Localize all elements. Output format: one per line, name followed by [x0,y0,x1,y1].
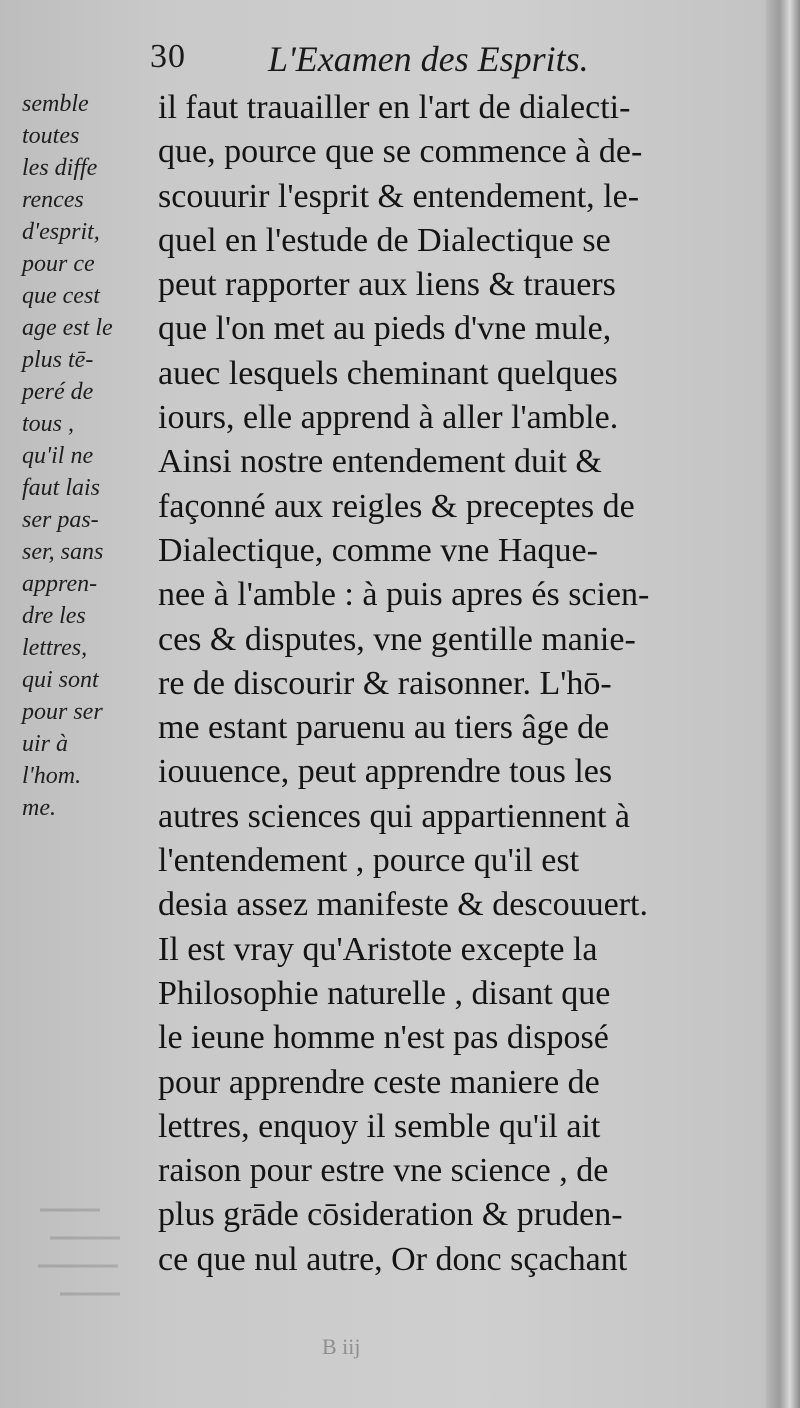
margin-note-line: que cest [22,283,100,309]
text-line: ces & disputes, vne gentille manie- [158,620,636,658]
margin-note-line: semble [22,91,89,117]
margin-note-line: dre les [22,603,86,629]
page-binding-edge [766,0,800,1408]
text-line: plus grāde cōsideration & pruden- [158,1196,623,1234]
text-line: peut rapporter aux liens & trauers [158,266,616,304]
signature-mark: B iij [322,1334,361,1359]
text-line: iours, elle apprend à aller l'amble. [158,399,619,437]
text-line: Philosophie naturelle , disant que [158,974,611,1012]
page-number: 30 [150,38,186,75]
text-line: iouuence, peut apprendre tous les [158,753,613,791]
margin-note-line: l'hom. [22,763,82,789]
margin-note-line: tous , [22,411,75,437]
margin-note-line: toutes [22,123,80,149]
text-line: Il est vray qu'Aristote excepte la [158,930,598,968]
margin-note-line: ser pas- [22,507,99,533]
text-line: pour apprendre ceste maniere de [158,1063,600,1101]
text-line: desia assez manifeste & descouuert. [158,886,648,924]
margin-note-line: pour ser [22,699,103,725]
margin-note-line: ser, sans [22,539,104,565]
margin-note-line: lettres, [22,635,88,661]
margin-note-line: age est le [22,315,113,341]
text-line: quel en l'estude de Dialectique se [158,221,611,259]
text-line: il faut trauailler en l'art de dialecti- [158,89,631,126]
text-line: me estant paruenu au tiers âge de [158,709,610,747]
margin-note-line: d'esprit, [22,219,100,245]
text-line: auec lesquels cheminant quelques [158,354,618,392]
margin-note-line: qui sont [22,667,99,693]
text-line: ce que nul autre, Or donc sçachant [158,1240,628,1278]
text-line: façonné aux reigles & preceptes de [158,487,635,525]
margin-note-line: plus tē- [22,347,94,373]
margin-note-line: les diffe [22,155,98,181]
text-line: nee à l'amble : à puis apres és scien- [158,576,650,614]
margin-note-line: faut lais [22,475,101,501]
text-line: que l'on met au pieds d'vne mule, [158,310,612,348]
margin-note-line: rences [22,187,84,213]
text-line: raison pour estre vne science , de [158,1152,609,1190]
body-text [158,86,764,1282]
text-line: l'entendement , pource qu'il est [158,842,580,880]
text-line: scouurir l'esprit & entendement, le- [158,177,640,215]
text-line: Ainsi nostre entendement duit & [158,443,602,481]
margin-note-line: qu'il ne [22,443,94,469]
ink-bleed-through [30,1190,140,1310]
text-line: que, pource que se commence à de- [158,133,643,171]
running-title: L'Examen des Esprits. [268,39,589,79]
margin-note-line: uir à [22,731,69,757]
text-line: Dialectique, comme vne Haque- [158,531,598,569]
margin-note-line: peré de [22,379,94,405]
margin-note [22,88,154,824]
text-line: re de discourir & raisonner. L'hō- [158,664,612,702]
margin-note-line: me. [22,795,56,821]
margin-note-line: pour ce [22,251,95,277]
text-line: lettres, enquoy il semble qu'il ait [158,1107,601,1145]
text-line: autres sciences qui appartiennent à [158,797,631,835]
margin-note-line: appren- [22,571,98,597]
text-line: le ieune homme n'est pas disposé [158,1019,609,1057]
